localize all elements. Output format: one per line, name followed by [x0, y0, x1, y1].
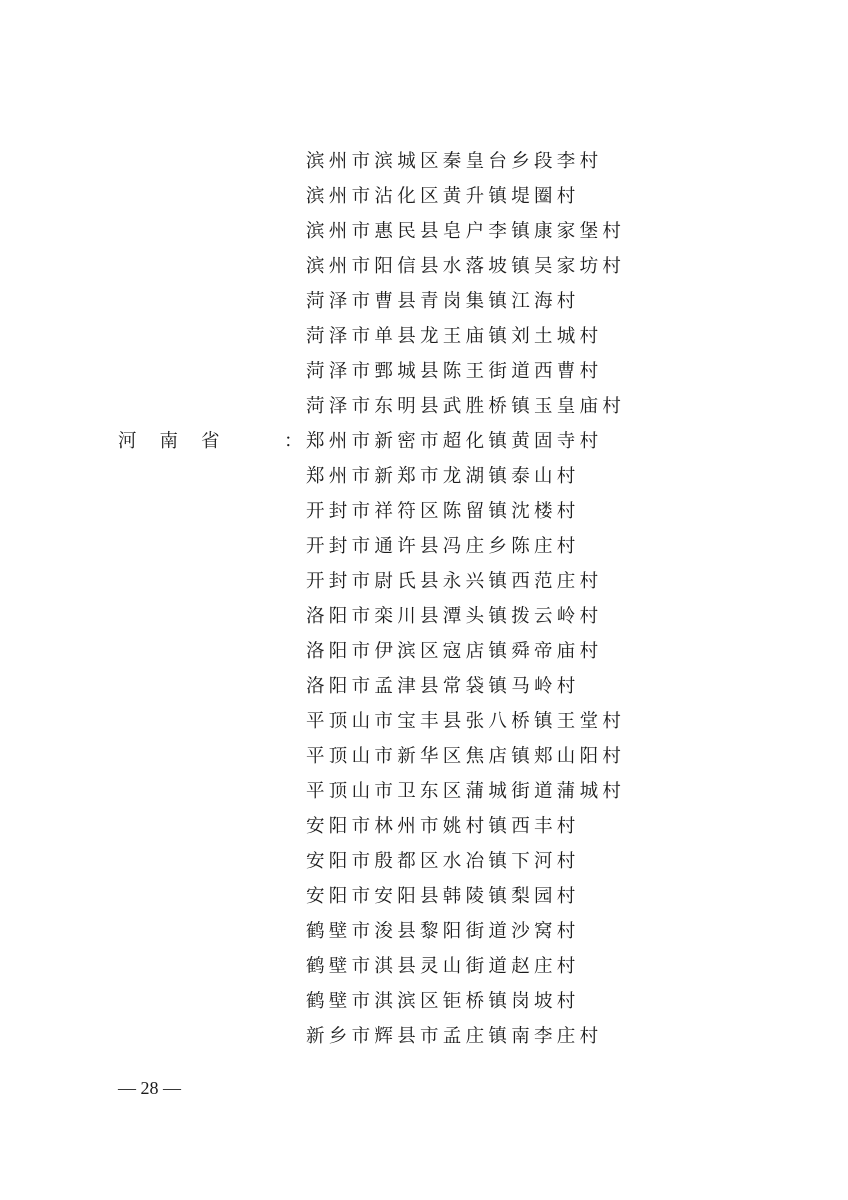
list-item: 安阳市安阳县韩陵镇梨园村 [306, 886, 580, 907]
list-item: 洛阳市伊滨区寇店镇舜帝庙村 [306, 641, 603, 662]
list-item: 开封市祥符区陈留镇沈楼村 [306, 501, 580, 522]
list-item: 菏泽市曹县青岗集镇江海村 [306, 291, 580, 312]
list-item: 平顶山市宝丰县张八桥镇王堂村 [306, 711, 626, 732]
list-item: 滨州市滨城区秦皇台乡段李村 [306, 151, 603, 172]
list-item: 安阳市殷都区水冶镇下河村 [306, 851, 580, 872]
list-item: 滨州市沾化区黄升镇堤圈村 [306, 186, 580, 207]
village-list [306, 144, 625, 1054]
list-item: 菏泽市东明县武胜桥镇玉皇庙村 [306, 396, 626, 417]
province-name: 河南省 [118, 431, 243, 452]
list-item: 郑州市新密市超化镇黄固寺村 [306, 431, 603, 452]
list-item: 鹤壁市淇滨区钜桥镇岗坡村 [306, 991, 580, 1012]
list-item: 鹤壁市淇县灵山街道赵庄村 [306, 956, 580, 977]
list-item: 开封市尉氏县永兴镇西范庄村 [306, 571, 603, 592]
list-item: 平顶山市卫东区蒲城街道蒲城村 [306, 781, 626, 802]
page-number: — 28 — [118, 1078, 181, 1098]
list-item: 郑州市新郑市龙湖镇泰山村 [306, 466, 580, 487]
list-item: 洛阳市栾川县潭头镇拨云岭村 [306, 606, 603, 627]
province-label [118, 424, 303, 459]
list-item: 滨州市阳信县水落坡镇吴家坊村 [306, 256, 626, 277]
list-item: 鹤壁市浚县黎阳街道沙窝村 [306, 921, 580, 942]
list-item: 安阳市林州市姚村镇西丰村 [306, 816, 580, 837]
province-colon: ： [284, 431, 303, 452]
list-item: 滨州市惠民县皂户李镇康家堡村 [306, 221, 626, 242]
list-item: 开封市通许县冯庄乡陈庄村 [306, 536, 580, 557]
list-item: 新乡市辉县市孟庄镇南李庄村 [306, 1026, 603, 1047]
list-item: 菏泽市鄄城县陈王街道西曹村 [306, 361, 603, 382]
list-item: 菏泽市单县龙王庙镇刘土城村 [306, 326, 603, 347]
list-item: 平顶山市新华区焦店镇郏山阳村 [306, 746, 626, 767]
list-item: 洛阳市孟津县常袋镇马岭村 [306, 676, 580, 697]
